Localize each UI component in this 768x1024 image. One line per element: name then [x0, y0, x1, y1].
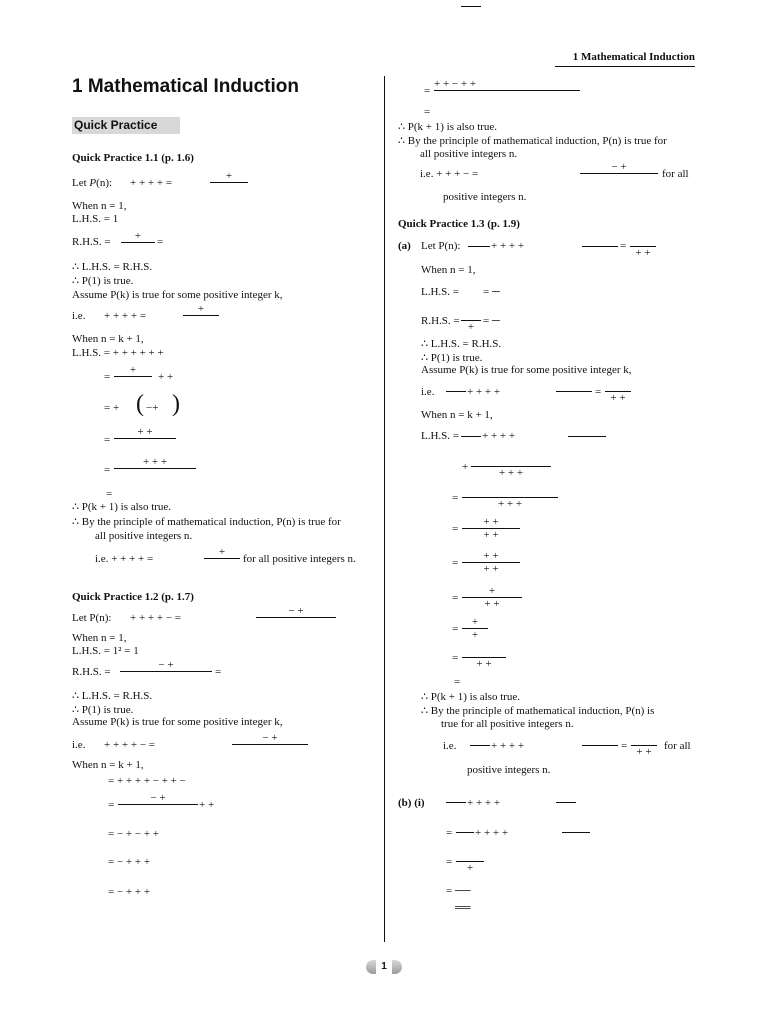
qp11-conclusion-3: all positive integers n. — [95, 530, 193, 542]
qp13-ie2-frac-big — [582, 739, 618, 751]
right-top-eq2: = — [424, 106, 431, 118]
qp13-s6-num: + — [471, 616, 479, 628]
qp13-ie-prefix: i.e. — [421, 386, 435, 398]
qp13-lhsk-frac-big — [568, 430, 606, 442]
qp13-assume: Assume P(k) is true for some positive integer k, — [421, 364, 632, 376]
qp11-let-n: (n): — [96, 177, 113, 189]
qp13-s3-fraction — [462, 516, 520, 541]
running-header: 1 Mathematical Induction — [572, 51, 695, 63]
qp11-ie-terms: + + + + = — [104, 310, 147, 322]
qp13-s6-eq: = — [452, 623, 459, 635]
qp11-final-fraction — [204, 546, 240, 564]
page-number-badge — [366, 960, 402, 974]
qp13-b5: ══ — [455, 902, 471, 914]
qp13-therefore-2: ∴ P(1) is true. — [421, 352, 483, 364]
right-conclusion-2: ∴ By the principle of mathematical induction, P(n) is true for — [398, 135, 667, 147]
qp11-ie-prefix: i.e. — [72, 310, 86, 322]
qp12-let-fraction — [256, 605, 336, 623]
qp13-ie-eq: = — [595, 386, 602, 398]
qp11-lhs-k: L.H.S. = + + + + + + — [72, 347, 164, 359]
qp13-s5-num: + — [488, 585, 496, 597]
qp13-ie-frac-big — [556, 385, 592, 397]
qp11-let — [72, 177, 112, 189]
qp13-s3-num: + + — [483, 516, 499, 528]
qp11-lhs: L.H.S. = 1 — [72, 213, 119, 225]
qp11-rhs-num: + — [134, 230, 142, 242]
qp11-step5-eq: = — [106, 488, 113, 500]
qp11-let-p: P — [89, 177, 97, 189]
qp13-ie2-suffix2: positive integers n. — [467, 764, 551, 776]
qp12-therefore-2: ∴ P(1) is true. — [72, 704, 134, 716]
right-ie-suffix: for all — [662, 168, 689, 180]
qp13-lhs-fraction — [461, 0, 481, 12]
qp13-ie-plus: + + + + — [467, 386, 501, 398]
qp13-s4-den: + + — [483, 563, 499, 575]
qp11-step3-eq: = — [104, 434, 111, 446]
right-conclusion-1: ∴ P(k + 1) is also true. — [398, 121, 498, 133]
qp13-let-frac-big — [582, 240, 618, 252]
qp11-step3-fraction — [114, 426, 176, 444]
qp11-heading: Quick Practice 1.1 (p. 1.6) — [72, 152, 194, 164]
qp11-whenk: When n = k + 1, — [72, 333, 144, 345]
right-ie: i.e. + + + − = — [420, 168, 479, 180]
qp13-b-frac-2 — [556, 796, 576, 808]
qp13-let-frac-1 — [468, 240, 490, 252]
qp12-rhs-prefix: R.H.S. = — [72, 666, 111, 678]
qp13-s1-den: + + + — [498, 467, 524, 479]
qp11-let-terms: + + + + = — [130, 177, 173, 189]
qp13-let-den: + + — [635, 247, 651, 259]
qp13-lhsk-frac-1 — [461, 430, 481, 442]
qp13-s4-num: + + — [483, 550, 499, 562]
qp12-line2-fraction — [118, 792, 198, 810]
qp13-let-eq: = — [620, 240, 627, 252]
qp13-s7-den: + + — [476, 658, 492, 670]
qp13-s7-eq: = — [452, 652, 459, 664]
qp13-s7-fraction — [462, 651, 506, 670]
qp13-s5-eq: = — [452, 592, 459, 604]
quick-practice-banner: Quick Practice — [72, 117, 180, 134]
qp11-therefore-2: ∴ P(1) is true. — [72, 275, 134, 287]
qp11-therefore-1: ∴ L.H.S. = R.H.S. — [72, 261, 153, 273]
qp13-s6-den: + — [471, 629, 479, 641]
qp13-b3-eq: = — [446, 856, 453, 868]
qp11-step2: = + — [104, 402, 120, 414]
qp13-ie2-frac-1 — [470, 739, 490, 751]
qp12-lhs: L.H.S. = 1² = 1 — [72, 645, 139, 657]
qp12-rhs-fraction — [120, 659, 212, 677]
qp11-let-prefix: Let — [72, 177, 90, 189]
qp11-ie-num: + — [197, 303, 205, 315]
qp13-b2-frac-2 — [562, 826, 590, 838]
qp11-conclusion-1: ∴ P(k + 1) is also true. — [72, 501, 172, 513]
qp11-when1: When n = 1, — [72, 200, 127, 212]
qp13-lhs-eq: = ─ — [483, 286, 500, 298]
qp13-s4-fraction — [462, 550, 520, 575]
qp11-let-num: + — [225, 170, 233, 182]
qp13-let-plus: + + + + — [491, 240, 525, 252]
qp13-b3-den: + — [466, 862, 474, 874]
chapter-title: 1 Mathematical Induction — [72, 76, 299, 97]
qp13-b-plus: + + + + — [467, 797, 501, 809]
qp11-ie-fraction — [183, 303, 219, 321]
qp11-step1-num: + — [129, 364, 137, 376]
qp13-s3-eq: = — [452, 523, 459, 535]
qp13-ie2-plus: + + + + — [491, 740, 525, 752]
right-ie-suffix2: positive integers n. — [443, 191, 527, 203]
qp13-s2-den: + + + — [497, 498, 523, 510]
qp13-lhs-k: L.H.S. = — [421, 430, 459, 442]
qp13-rhs-prefix: R.H.S. = — [421, 315, 460, 327]
qp13-part-a: (a) — [398, 240, 411, 252]
qp11-step2-paren-right: ) — [172, 391, 180, 417]
qp13-ie2-den: + + — [636, 746, 652, 758]
qp11-conclusion-2: ∴ By the principle of mathematical induction, P(n) is true for — [72, 516, 341, 528]
qp11-step4-num: + + + — [142, 456, 168, 468]
qp13-b4: = ── — [446, 885, 471, 897]
qp12-ie-terms: + + + + − = — [104, 739, 155, 751]
qp13-s3-den: + + — [483, 529, 499, 541]
qp11-step3-num: + + — [137, 426, 153, 438]
qp12-line4: = − + + + — [108, 856, 151, 868]
qp12-when1: When n = 1, — [72, 632, 127, 644]
qp12-rhs-eq: = — [215, 666, 222, 678]
qp13-s2-fraction — [462, 491, 558, 510]
qp12-line1: = + + + + − + + − — [108, 775, 186, 787]
qp12-line5: = − + + + — [108, 886, 151, 898]
qp13-ie2-eq: = — [621, 740, 628, 752]
right-top-eq: = — [424, 85, 431, 97]
qp13-heading: Quick Practice 1.3 (p. 1.9) — [398, 218, 520, 230]
qp12-assume: Assume P(k) is true for some positive integer k, — [72, 716, 283, 728]
qp13-b2-eq: = — [446, 827, 453, 839]
qp13-rhs-fraction — [461, 314, 481, 333]
qp13-rhs-den: + — [467, 321, 475, 333]
qp12-heading: Quick Practice 1.2 (p. 1.7) — [72, 591, 194, 603]
qp12-line2-num: − + — [150, 792, 166, 804]
qp11-step4-fraction — [114, 456, 196, 474]
qp12-let-num: − + — [288, 605, 304, 617]
qp13-b2-plus: + + + + — [475, 827, 509, 839]
qp11-step1-tail: + + — [158, 371, 174, 383]
qp12-line2-tail: + + — [199, 799, 215, 811]
right-conclusion-3: all positive integers n. — [420, 148, 518, 160]
qp11-step2-inner: −+ — [146, 402, 159, 414]
column-divider — [384, 76, 385, 942]
qp13-lhsk-plus: + + + + — [482, 430, 516, 442]
qp11-rhs-eq: = — [157, 236, 164, 248]
qp11-assume: Assume P(k) is true for some positive integer k, — [72, 289, 283, 301]
qp11-final-num: + — [218, 546, 226, 558]
qp13-conclusion-2: ∴ By the principle of mathematical induction, P(n) is — [421, 705, 655, 717]
qp12-therefore-1: ∴ L.H.S. = R.H.S. — [72, 690, 153, 702]
right-top-fraction — [434, 78, 580, 96]
qp13-ie2-frac-rhs — [631, 739, 657, 758]
header-rule — [555, 66, 695, 67]
qp13-ie-frac-rhs — [605, 385, 631, 404]
qp11-final-prefix: i.e. + + + + = — [95, 553, 154, 565]
qp13-b2-frac-1 — [456, 826, 474, 838]
qp13-s2-eq: = — [452, 492, 459, 504]
qp13-lhs-prefix: L.H.S. = — [421, 286, 459, 298]
qp11-step1-eq: = — [104, 371, 111, 383]
qp12-ie-num: − + — [262, 732, 278, 744]
qp12-rhs-num: − + — [158, 659, 174, 671]
qp13-let-frac-rhs — [630, 240, 656, 259]
qp13-s4-eq: = — [452, 557, 459, 569]
qp12-whenk: When n = k + 1, — [72, 759, 144, 771]
qp11-rhs-prefix: R.H.S. = — [72, 236, 111, 248]
qp13-s5-fraction — [462, 585, 522, 610]
qp11-step4-eq: = — [104, 464, 111, 476]
qp11-rhs-fraction — [121, 230, 155, 248]
qp11-step2-paren-left: ( — [136, 391, 144, 417]
page-number: 1 — [376, 960, 392, 974]
qp13-s5-den: + + — [484, 598, 500, 610]
qp13-conclusion-3: true for all positive integers n. — [441, 718, 574, 730]
qp12-line3: = − + − + + — [108, 828, 159, 840]
right-ie-fraction — [580, 161, 658, 179]
qp13-s6-fraction — [462, 616, 488, 641]
qp12-let-terms: + + + + − = — [130, 612, 181, 624]
qp13-b-frac-1 — [446, 796, 466, 808]
qp13-ie2-suffix: for all — [664, 740, 691, 752]
qp13-ie2-prefix: i.e. — [443, 740, 457, 752]
right-top-num: + + − + + — [434, 78, 477, 90]
qp13-when1: When n = 1, — [421, 264, 476, 276]
qp13-part-b: (b) (i) — [398, 797, 425, 809]
qp13-b3-fraction — [456, 855, 484, 874]
qp13-therefore-1: ∴ L.H.S. = R.H.S. — [421, 338, 502, 350]
qp11-final-suffix: for all positive integers n. — [243, 553, 356, 565]
qp13-whenk: When n = k + 1, — [421, 409, 493, 421]
qp12-ie-fraction — [232, 732, 308, 750]
qp12-ie-prefix: i.e. — [72, 739, 86, 751]
right-ie-num: − + — [611, 161, 627, 173]
qp11-let-fraction — [210, 170, 248, 188]
qp13-ie-frac-1 — [446, 385, 466, 397]
qp13-ie-den: + + — [610, 392, 626, 404]
qp11-step1-fraction — [114, 364, 152, 382]
qp12-line2-eq: = — [108, 799, 115, 811]
qp13-s1-prefix: + — [462, 461, 469, 473]
qp13-let: Let P(n): — [421, 240, 461, 252]
qp13-conclusion-1: ∴ P(k + 1) is also true. — [421, 691, 521, 703]
qp13-s1-fraction — [471, 460, 551, 479]
qp13-s8-eq: = — [454, 676, 461, 688]
qp12-let-prefix: Let P(n): — [72, 612, 112, 624]
qp13-rhs-eq: = ─ — [483, 315, 500, 327]
